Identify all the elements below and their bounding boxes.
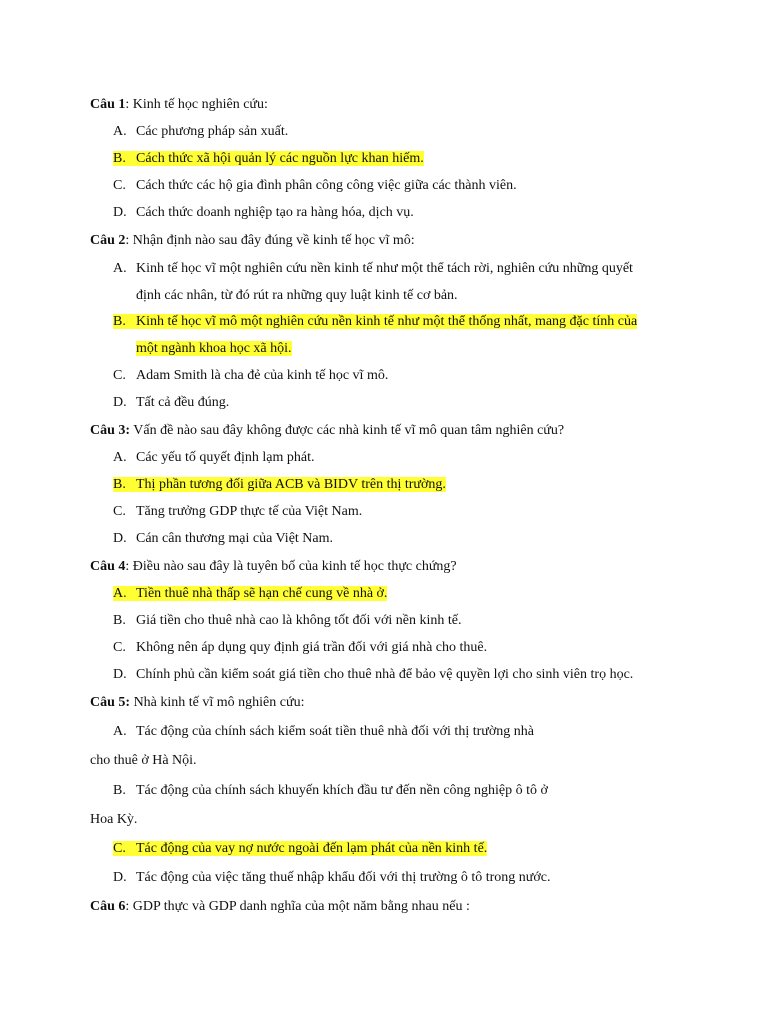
question-3 [90, 422, 564, 440]
option-2a-continued: định các nhân, từ đó rút ra những quy luật kinh tế cơ bản. [136, 288, 458, 303]
question-label: Câu 2 [90, 233, 126, 248]
question-label: Câu 1 [90, 97, 126, 112]
option-5d: D. Tác động của việc tăng thuế nhập khẩu đối với thị trường ô tô trong nước. [113, 870, 551, 885]
option-3c: C. Tăng trưởng GDP thực tế của Việt Nam. [113, 504, 363, 519]
option-3a: A. Các yếu tố quyết định lạm phát. [113, 450, 315, 465]
option-2c: C. Adam Smith là cha đẻ của kinh tế học vĩ mô. [113, 368, 389, 383]
question-text: Vấn đề nào sau đây không được các nhà kinh tế vĩ mô quan tâm nghiên cứu? [130, 423, 565, 438]
option-5b-continued: Hoa Kỳ. [90, 812, 138, 827]
option-3b-highlighted: B. Thị phần tương đối giữa ACB và BIDV trên thị trường. [113, 477, 446, 492]
option-1b-highlighted: B. Cách thức xã hội quản lý các nguồn lực khan hiếm. [113, 151, 424, 166]
question-label: Câu 6 [90, 899, 126, 914]
question-label: Câu 4 [90, 559, 126, 574]
question-label: Câu 3: [90, 423, 131, 438]
question-label: Câu 5: [90, 695, 131, 710]
question-text: Kinh tế học nghiên cứu: [129, 97, 268, 112]
question-4: Câu 4: Điều nào sau đây là tuyên bố của kinh tế học thực chứng? [90, 559, 457, 574]
option-5a-continued: cho thuê ở Hà Nội. [90, 753, 197, 768]
option-2d: D. Tất cả đều đúng. [113, 395, 230, 410]
option-1d: D. Cách thức doanh nghiệp tạo ra hàng hóa, dịch vụ. [113, 205, 414, 220]
option-5c-highlighted: C. Tác động của vay nợ nước ngoài đến lạm phát của nền kinh tế. [113, 841, 488, 856]
question-5 [90, 694, 304, 712]
question-2: Câu 2: Nhận định nào sau đây đúng về kinh tế học vĩ mô: [90, 233, 415, 248]
option-2a: A. Kinh tế học vĩ một nghiên cứu nền kinh tế như một thể tách rời, nghiên cứu những quyết [113, 261, 633, 276]
option-2b-highlighted: B. Kinh tế học vĩ mô một nghiên cứu nền kinh tế như một thể thống nhất, mang đặc tính của [113, 314, 638, 329]
option-4d: D. Chính phủ cần kiểm soát giá tiền cho thuê nhà để bảo vệ quyền lợi cho sinh viên trọ học. [113, 667, 634, 682]
question-1: Câu 1: Kinh tế học nghiên cứu: [90, 97, 268, 112]
option-1c: C. Cách thức các hộ gia đình phân công công việc giữa các thành viên. [113, 178, 517, 193]
option-4c: C. Không nên áp dụng quy định giá trần đối với giá nhà cho thuê. [113, 640, 488, 655]
question-text: Điều nào sau đây là tuyên bố của kinh tế học thực chứng? [129, 559, 457, 574]
question-text: Nhà kinh tế vĩ mô nghiên cứu: [130, 695, 305, 710]
option-2b-continued: một ngành khoa học xã hội. [136, 341, 292, 356]
option-4b: B. Giá tiền cho thuê nhà cao là không tốt đối với nền kinh tế. [113, 613, 462, 628]
question-6: Câu 6: GDP thực và GDP danh nghĩa của một năm bằng nhau nếu : [90, 899, 470, 914]
question-text: Nhận định nào sau đây đúng về kinh tế học vĩ mô: [129, 233, 415, 248]
option-1a: A. Các phương pháp sản xuất. [113, 124, 289, 139]
question-text: GDP thực và GDP danh nghĩa của một năm bằng nhau nếu : [129, 899, 470, 914]
option-3d: D. Cán cân thương mại của Việt Nam. [113, 531, 334, 546]
option-5b: B. Tác động của chính sách khuyến khích đầu tư đến nền công nghiệp ô tô ở [113, 783, 548, 798]
option-4a-highlighted: A. Tiền thuê nhà thấp sẽ hạn chế cung về nhà ở. [113, 586, 388, 601]
option-5a: A. Tác động của chính sách kiểm soát tiền thuê nhà đối với thị trường nhà [113, 724, 534, 739]
